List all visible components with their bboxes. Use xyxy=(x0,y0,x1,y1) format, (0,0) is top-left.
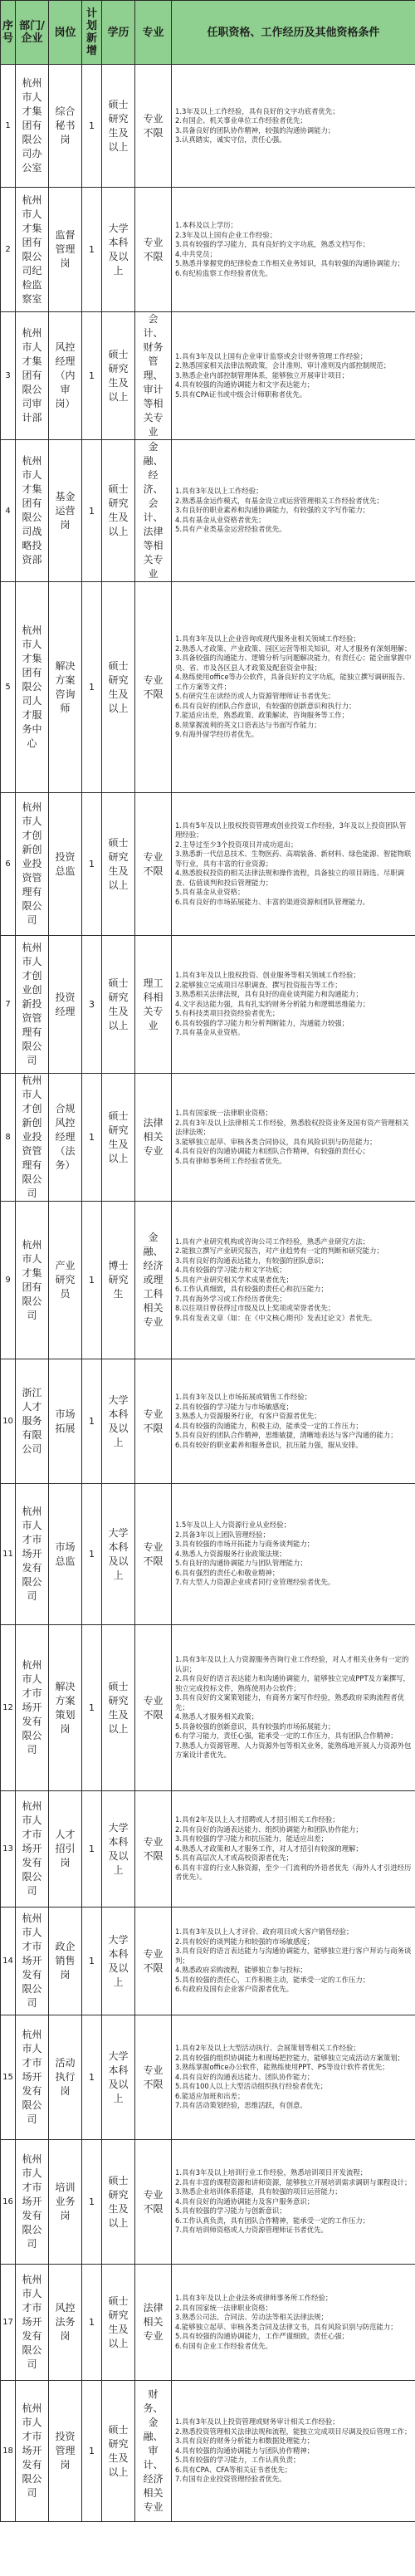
cell-unit: 杭州市人才市场开发有限公司 xyxy=(16,2265,49,2381)
cell-education: 硕士研究生及以上 xyxy=(102,582,135,793)
cell-major: 专业不限 xyxy=(135,2140,172,2265)
header-major: 专业 xyxy=(135,1,172,65)
cell-major: 专业不限 xyxy=(135,1908,172,2015)
cell-plan: 1 xyxy=(82,2265,102,2381)
cell-education: 大学本科及以上 xyxy=(102,1484,135,1625)
cell-plan: 1 xyxy=(82,582,102,793)
cell-major: 专业不限 xyxy=(135,1625,172,1791)
cell-major: 财务、金融、审计、经济相关专业 xyxy=(135,2381,172,2522)
cell-requirements: 1.具有3年及以上股权投资、创业服务等相关领域工作经验； 2.能够独立完成项目尽职调查、撰写投资报告等工作； 3.熟悉相关法律法规，具有良好的商业谈判能力和沟通能力； 4.文字表达能力强，具有扎实的财务分析能力和逻辑思维能力； 5.有科技类项目投资经验者优先； 6.具有较强的学习能力和分析判断能力，沟通能力较强； 7.具有基金从业资格。 xyxy=(172,936,415,1074)
cell-index: 1 xyxy=(1,65,16,188)
cell-unit: 杭州市人才集团有限公司 xyxy=(16,1202,49,1359)
table-row xyxy=(1,1791,415,1908)
table-row xyxy=(1,2140,415,2265)
table-row xyxy=(1,2015,415,2140)
cell-position: 解决方案策划岗 xyxy=(49,1625,82,1791)
cell-requirements: 1.具有2年及以上大型活动执行、会展策划等相关工作经验； 2.具有较强的组织协调能力和现场把控能力，能够独立完成活动方案策划； 3.熟练掌握office办公软件，能熟练使用PPT、PS等设计软件者优先； 4.具有良好的沟通表达能力、团队协作能力； 5.具有100人以上大型活动组织执行经验者优先； 6.能适应加班和出差； 7.具有活动策划经验，思维活跃，有创意。 xyxy=(172,2015,415,2140)
table-row xyxy=(1,2265,415,2381)
cell-major: 会计、财务管理、审计等相关专业 xyxy=(135,312,172,440)
cell-plan: 1 xyxy=(82,1908,102,2015)
cell-unit: 杭州市人才创新创业投资管理有限公司 xyxy=(16,793,49,936)
cell-education: 大学本科及以上 xyxy=(102,188,135,312)
cell-education: 硕士研究生及以上 xyxy=(102,2140,135,2265)
cell-plan: 1 xyxy=(82,312,102,440)
cell-position: 市场总监 xyxy=(49,1484,82,1625)
cell-major: 专业不限 xyxy=(135,793,172,936)
cell-unit: 杭州市人才集团有限公司办公室 xyxy=(16,65,49,188)
cell-education: 硕士研究生及以上 xyxy=(102,440,135,582)
cell-major: 专业不限 xyxy=(135,188,172,312)
cell-index: 12 xyxy=(1,1625,16,1791)
header-unit: 部门/企业 xyxy=(16,1,49,65)
cell-position: 合规风控经理（法务） xyxy=(49,1074,82,1202)
cell-position: 活动执行岗 xyxy=(49,2015,82,2140)
table-row xyxy=(1,1074,415,1202)
cell-position: 监督管理岗 xyxy=(49,188,82,312)
cell-plan: 1 xyxy=(82,793,102,936)
cell-major: 专业不限 xyxy=(135,1791,172,1908)
cell-plan: 3 xyxy=(82,936,102,1074)
cell-unit: 杭州市人才集团有限公司纪检监察室 xyxy=(16,188,49,312)
table-row xyxy=(1,65,415,188)
cell-education: 硕士研究生及以上 xyxy=(102,1074,135,1202)
cell-plan: 1 xyxy=(82,2015,102,2140)
cell-index: 10 xyxy=(1,1359,16,1484)
table-row xyxy=(1,1625,415,1791)
cell-position: 市场拓展 xyxy=(49,1359,82,1484)
table-row xyxy=(1,1484,415,1625)
cell-unit: 杭州市人才市场开发有限公司 xyxy=(16,2381,49,2522)
cell-index: 14 xyxy=(1,1908,16,2015)
table-row xyxy=(1,793,415,936)
cell-requirements: 1.具有5年及以上股权投资管理或创业投资工作经验，3年及以上投资团队管理经验； 2.主导过至少3个投资项目并成功退出； 3.熟悉新一代信息技术、生物医药、高端装备、新材料、绿色能源、智能物联等行业，具有丰富的行业资源； 4.熟悉股权投资的相关法律法规和操作流程，具备独立的项目筛选、尽职调查、估值谈判和投后管理能力； 5.具有基金从业资格； 6.具有良好的市场拓展能力、丰富的渠道资源和团队管理能力。 xyxy=(172,793,415,936)
cell-education: 硕士研究生及以上 xyxy=(102,312,135,440)
cell-position: 投资经理 xyxy=(49,936,82,1074)
cell-plan: 1 xyxy=(82,65,102,188)
cell-requirements: 1.具有3年及以上培训行业工作经验，熟悉培训项目开发流程； 2.具有丰富的课程资源和讲师资源，能够独立开展培训需求调研与课程设计； 3.熟悉企业培训体系搭建，具有较强的项目运营能力； 4.具有良好的沟通协调能力及客户服务意识； 5.具有较强的学习能力与创新意识； 6.工作认真负责，具有团队合作精神，能承受一定的工作压力； 7.具有培训师资格或人力资源管理师证书者优先。 xyxy=(172,2140,415,2265)
cell-major: 专业不限 xyxy=(135,1359,172,1484)
cell-requirements: 1.具有3年及以上企业法务或律师事务所工作经验； 2.具有国家统一法律职业资格； 3.熟悉公司法、合同法、劳动法等相关法律法规； 4.能够独立起草、审核各类合同及法律文书，具有风险识别与防范能力； 5.具有较强的沟通协调能力，工作严谨细致，责任心强； 6.有国有企业工作经验者优先。 xyxy=(172,2265,415,2381)
header-index: 序号 xyxy=(1,1,16,65)
cell-plan: 1 xyxy=(82,188,102,312)
cell-education: 大学本科及以上 xyxy=(102,1908,135,2015)
cell-education: 大学本科及以上 xyxy=(102,1791,135,1908)
cell-requirements: 1.具有3年及以上人才评价、政府项目或大客户销售经验； 2.具有较好的谈判能力和较强的市场敏感度； 3.具有良好的语言表达能力与沟通协调能力，能够独立进行客户拜访与商务谈判； 4.熟悉政府采购流程，能够独立参与投标； 5.具有较强的责任心，工作积极主动，能承受一定的工作压力； 6.有政府及国有企业客户资源者优先。 xyxy=(172,1908,415,2015)
cell-index: 3 xyxy=(1,312,16,440)
table-header-row xyxy=(1,1,415,65)
table-row xyxy=(1,2381,415,2522)
cell-index: 7 xyxy=(1,936,16,1074)
cell-requirements: 1.本科及以上学历； 2.3年及以上国有企业工作经验； 3.具有较强的学习能力，具有良好的文字功底，熟悉文档写作； 4.中共党员； 5.熟悉并掌握党的纪律检查工作相关业务知识，具有较强的沟通协调能力； 6.有纪检监察工作经验者优先。 xyxy=(172,188,415,312)
cell-unit: 杭州市人才集团有限公司审计部 xyxy=(16,312,49,440)
cell-index: 9 xyxy=(1,1202,16,1359)
cell-unit: 杭州市人才创业创新投资管理有限公司 xyxy=(16,936,49,1074)
cell-major: 金融、经济、会计、法律等相关专业 xyxy=(135,440,172,582)
cell-position: 培训业务岗 xyxy=(49,2140,82,2265)
cell-plan: 1 xyxy=(82,1202,102,1359)
cell-education: 大学本科及以上 xyxy=(102,1359,135,1484)
cell-education: 硕士研究生及以上 xyxy=(102,65,135,188)
cell-unit: 杭州市人才市场开发有限公司 xyxy=(16,1484,49,1625)
cell-unit: 杭州市人才市场开发有限公司 xyxy=(16,2015,49,2140)
cell-requirements: 1.具有3年及以上企业咨询或现代服务业相关领域工作经验； 2.熟悉人才政策、产业政策、园区运营等相关知识，对人才服务有深刻理解； 3.具备较强的沟通能力、逻辑分析与问题解决能力，有责任心；能全面掌握中央、省、市及各区县人才政策及配套资金申报； 4.熟练使用office等办公软件，具备良好的文字功底，能独立撰写调研报告、工作方案等文件； 5.有研究生在读经历或人力资源管理师证书者优先； 6.具有良好的团队合作意识，有较强的创新意识和执行力； 7.能适应出差，熟悉政策、政策解读、咨询服务等工作； 8.须掌握流利的英文口语表达与书面写作能力； 9.有海外留学经历者优先。 xyxy=(172,582,415,793)
cell-unit: 杭州市人才集团有限公司战略投资部 xyxy=(16,440,49,582)
cell-requirements: 1.具有3年及以上人力资源服务咨询行业工作经验，对人才相关业务有一定的认识； 2.具有良好的语言表达能力和沟通协调能力，能够独立完成PPT及方案撰写，独立完成投标文件，熟练使用办公软件； 3.具有良好的文案策划能力，有商务方案写作经验，熟悉政府采购流程者优先； 4.熟悉人才服务相关政策； 5.具备较强的创新意识，具有较强的市场拓展能力； 6.有学习能力，责任心强，能承受一定的工作压力，具有团队合作精神； 7.熟悉人力资源管理、人力资源外包等相关业务，能熟练地开展人力资源外包方案设计者优先。 xyxy=(172,1625,415,1791)
cell-index: 18 xyxy=(1,2381,16,2522)
cell-major: 法律相关专业 xyxy=(135,1074,172,1202)
cell-position: 基金运营岗 xyxy=(49,440,82,582)
cell-unit: 杭州市人才市场开发有限公司 xyxy=(16,1908,49,2015)
cell-plan: 1 xyxy=(82,440,102,582)
cell-index: 4 xyxy=(1,440,16,582)
header-plan: 计划新增 xyxy=(82,1,102,65)
cell-major: 理工科相关专业 xyxy=(135,936,172,1074)
cell-education: 硕士研究生及以上 xyxy=(102,2381,135,2522)
cell-education: 硕士研究生及以上 xyxy=(102,2265,135,2381)
cell-position: 风控法务岗 xyxy=(49,2265,82,2381)
cell-index: 8 xyxy=(1,1074,16,1202)
cell-requirements: 1.具有国家统一法律职业资格； 2.具有3年及以上法律相关工作经验，熟悉股权投资业务及国有资产管理相关法律法规； 3.能够独立起草、审核各类合同协议，具有风险识别与防范能力； 4.具有良好的沟通协调能力和团队合作精神，有较强的责任心； 5.具有律师事务所工作经验者优先。 xyxy=(172,1074,415,1202)
cell-position: 综合秘书岗 xyxy=(49,65,82,188)
cell-education: 博士研究生 xyxy=(102,1202,135,1359)
cell-requirements: 1.具有产业研究机构或咨询公司工作经验，熟悉产业研究方法； 2.能独立撰写产业研究报告，对产业趋势有一定的判断和研究能力； 3.具有良好的沟通表达能力，有较强的团队意识； 4.具有较强的学习能力和文字功底； 5.具有产业研究相关学术成果者优先； 6.工作认真细致，具有较强的责任心和抗压能力； 7.具有海外学习或工作经历者优先； 8.以往项目曾获得过市级及以上奖项或荣誉者优先； 9.具有发表文章（如：在《中文核心期刊》发表过论文）者优先。 xyxy=(172,1202,415,1359)
cell-position: 解决方案咨询师 xyxy=(49,582,82,793)
cell-plan: 1 xyxy=(82,1484,102,1625)
table-row xyxy=(1,582,415,793)
table-row xyxy=(1,1202,415,1359)
cell-unit: 杭州市人才集团有限公司人才服务中心 xyxy=(16,582,49,793)
cell-unit: 杭州市人才市场开发有限公司 xyxy=(16,1625,49,1791)
table-body xyxy=(1,65,415,2522)
cell-education: 硕士研究生及以上 xyxy=(102,1625,135,1791)
cell-education: 大学本科及以上 xyxy=(102,2015,135,2140)
cell-plan: 1 xyxy=(82,1074,102,1202)
cell-major: 专业不限 xyxy=(135,582,172,793)
cell-index: 13 xyxy=(1,1791,16,1908)
header-position: 岗位 xyxy=(49,1,82,65)
cell-index: 6 xyxy=(1,793,16,936)
cell-index: 5 xyxy=(1,582,16,793)
cell-requirements: 1.3年及以上工作经验，具有良好的文字功底者优先； 2.有国企、机关事业单位工作经验者优先； 3.具备良好的团队协作精神，较强的沟通协调能力； 3.认真踏实，诚实守信，责任心强。 xyxy=(172,65,415,188)
table-row xyxy=(1,312,415,440)
header-requirements: 任职资格、工作经历及其他资格条件 xyxy=(172,1,415,65)
cell-major: 专业不限 xyxy=(135,1484,172,1625)
cell-requirements: 1.具有3年及以上国有企业审计监察或会计财务管理工作经验； 2.熟悉国家相关法律法规政策，会计准则、审计准则及内部控制规范； 3.熟悉企业内部控制管理体系，能够独立开展审计项目； 4.具有较强的沟通协调能力和文字表达能力； 5.具有CPA证书或中级会计师职称者优先。 xyxy=(172,312,415,440)
cell-major: 法律相关专业 xyxy=(135,2265,172,2381)
cell-index: 17 xyxy=(1,2265,16,2381)
cell-plan: 1 xyxy=(82,1359,102,1484)
cell-plan: 1 xyxy=(82,2140,102,2265)
cell-education: 硕士研究生及以上 xyxy=(102,793,135,936)
cell-position: 人才招引岗 xyxy=(49,1791,82,1908)
cell-index: 16 xyxy=(1,2140,16,2265)
cell-unit: 杭州市人才市场开发有限公司 xyxy=(16,2140,49,2265)
cell-position: 投资总监 xyxy=(49,793,82,936)
cell-position: 产业研究员 xyxy=(49,1202,82,1359)
cell-education: 硕士研究生及以上 xyxy=(102,936,135,1074)
cell-unit: 杭州市人才市场开发有限公司 xyxy=(16,1791,49,1908)
table-row xyxy=(1,1908,415,2015)
cell-position: 投资管理岗 xyxy=(49,2381,82,2522)
table-row xyxy=(1,936,415,1074)
cell-index: 11 xyxy=(1,1484,16,1625)
cell-plan: 1 xyxy=(82,1791,102,1908)
table-row xyxy=(1,1359,415,1484)
cell-requirements: 1.具有3年及以上工作经验； 2.熟悉基金运作模式，有基金设立或运营管理相关工作经验者优先； 3.有良好的职业素养和沟通协调能力，有较强的文字写作能力； 4.具有基金从业资格者优先； 5.具有产业类基金运营经验者优先。 xyxy=(172,440,415,582)
cell-unit: 浙江人才服务有限公司 xyxy=(16,1359,49,1484)
cell-plan: 1 xyxy=(82,1625,102,1791)
cell-position: 政企销售岗 xyxy=(49,1908,82,2015)
cell-major: 金融、经济或理工科相关专业 xyxy=(135,1202,172,1359)
cell-requirements: 1.具有2年及以上人才招聘或人才招引相关工作经验； 2.具有良好的沟通表达能力、组织协调能力和团队协作能力； 3.具有较强的学习能力和抗压能力，能适应出差； 4.熟悉人才政策和人才服务工作，对人才招引有较深的理解； 5.具有高层次人才或高校资源者优先； 6.具有丰富的行业人脉资源，至少一门流利的外语者优先（海外人才引进经历者优先）。 xyxy=(172,1791,415,1908)
table-row xyxy=(1,188,415,312)
cell-plan: 1 xyxy=(82,2381,102,2522)
cell-index: 2 xyxy=(1,188,16,312)
cell-unit: 杭州市人才创新创业投资管理有限公司 xyxy=(16,1074,49,1202)
header-education: 学历 xyxy=(102,1,135,65)
cell-position: 风控经理（内审岗） xyxy=(49,312,82,440)
cell-major: 专业不限 xyxy=(135,65,172,188)
cell-requirements: 1.5年及以上人力资源行业从业经验； 2.具备3年以上团队管理经验； 3.具有较强的市场开拓能力与商务谈判能力； 4.熟悉人力资源服务行业政策法规； 5.有良好的沟通协调能力与团队管理能力； 6.具有强烈的责任心和敬业精神； 7.有大型人力资源企业或者同行业管理经验者优先。 xyxy=(172,1484,415,1625)
cell-requirements: 1.具有3年及以上市场拓展或销售工作经验； 2.具有较强的学习能力与市场敏感度； 3.熟悉人力资源服务行业，有客户资源者优先； 4.具有较强的沟通能力，积极主动，能承受一定的工作压力； 5.具有良好的团队合作精神，思维敏捷，清晰地表达与客户沟通的能力； 6.具有较好的职业素养和服务意识，抗压能力强，服从安排。 xyxy=(172,1359,415,1484)
cell-index: 15 xyxy=(1,2015,16,2140)
cell-requirements: 1.具有3年及以上投资管理或财务审计相关工作经验； 2.熟悉投资管理相关法律法规和流程，能独立完成项目尽调及投后管理工作； 3.具有良好的财务分析能力和数据处理能力； 4.具有较强的沟通协调能力与团队协作精神； 5.具有较强的学习能力，工作认真负责； 6.具有CPA、CFA等相关证书者优先； 7.有国有企业投资管理经验者优先。 xyxy=(172,2381,415,2522)
cell-major: 专业不限 xyxy=(135,2015,172,2140)
table-row xyxy=(1,440,415,582)
